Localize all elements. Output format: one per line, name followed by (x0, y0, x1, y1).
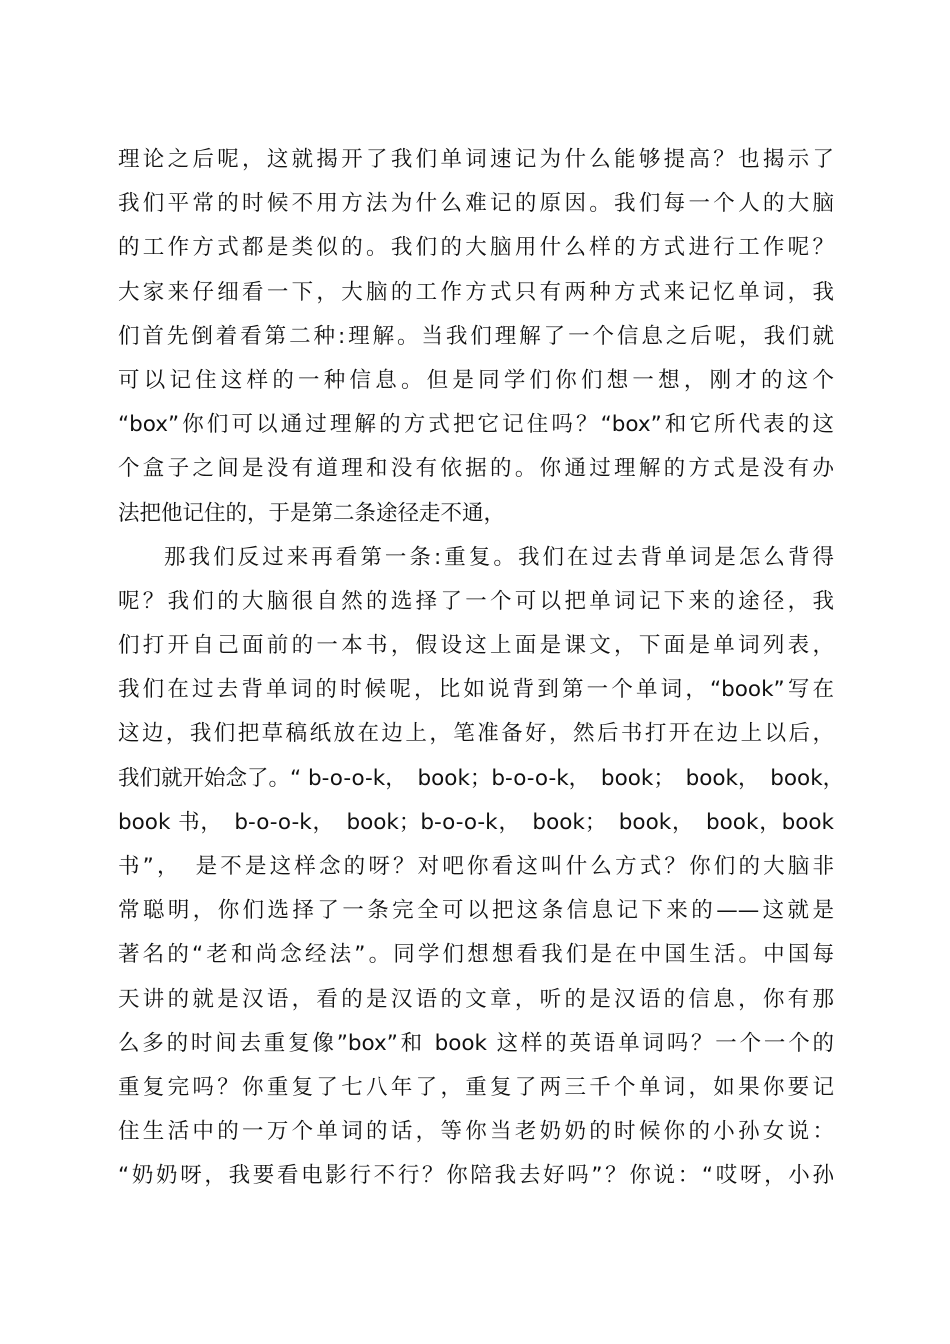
text-line: book 书， b-o-o-k， book；b-o-o-k， book； book， book，book (118, 809, 834, 835)
text-line: 理论之后呢，这就揭开了我们单词速记为什么能够提高？也揭示了 (118, 147, 834, 172)
text-line: 书”， 是不是这样念的呀？对吧你看这叫什么方式？你们的大脑非 (118, 854, 834, 879)
text-line: 个盒子之间是没有道理和没有依据的。你通过理解的方式是没有办 (118, 456, 834, 482)
text-line: “奶奶呀，我要看电影行不行？你陪我去好吗”？你说：“哎呀，小孙 (118, 1163, 834, 1189)
text-line: “box”你们可以通过理解的方式把它记住吗？“box”和它所代表的这 (118, 412, 834, 438)
text-line: 么多的时间去重复像”box”和 book 这样的英语单词吗？一个一个的 (118, 1030, 834, 1056)
text-line: 重复完吗？你重复了七八年了，重复了两三千个单词，如果你要记 (118, 1074, 834, 1100)
text-line: 著名的“老和尚念经法”。同学们想想看我们是在中国生活。中国每 (118, 942, 834, 968)
body-text (118, 138, 845, 1199)
text-line: 的工作方式都是类似的。我们的大脑用什么样的方式进行工作呢？ (118, 235, 834, 261)
text-line: 那我们反过来再看第一条:重复。我们在过去背单词是怎么背得 (164, 544, 834, 570)
text-line: 这边，我们把草稿纸放在边上，笔准备好，然后书打开在边上以后， (118, 721, 834, 747)
text-line: 法把他记住的，于是第二条途径走不通， (118, 500, 506, 526)
text-line: 我们在过去背单词的时候呢，比如说背到第一个单词，“book”写在 (118, 677, 834, 703)
text-line: 大家来仔细看一下，大脑的工作方式只有两种方式来记忆单词，我 (118, 279, 834, 305)
text-line: 住生活中的一万个单词的话，等你当老奶奶的时候你的小孙女说： (118, 1119, 834, 1145)
text-line: 可以记住这样的一种信息。但是同学们你们想一想，刚才的这个 (118, 367, 834, 393)
text-line: 常聪明，你们选择了一条完全可以把这条信息记下来的——这就是 (118, 898, 834, 924)
text-line: 们首先倒着看第二种:理解。当我们理解了一个信息之后呢，我们就 (118, 323, 834, 349)
text-line: 天讲的就是汉语，看的是汉语的文章，听的是汉语的信息，你有那 (118, 986, 834, 1012)
text-line: 们打开自己面前的一本书，假设这上面是课文，下面是单词列表， (118, 633, 834, 659)
text-line: 我们平常的时候不用方法为什么难记的原因。我们每一个人的大脑 (118, 191, 834, 217)
text-line: 呢？我们的大脑很自然的选择了一个可以把单词记下来的途径，我 (118, 588, 834, 614)
text-line: 我们就开始念了。“ b-o-o-k， book；b-o-o-k， book； book， book， (118, 765, 845, 791)
